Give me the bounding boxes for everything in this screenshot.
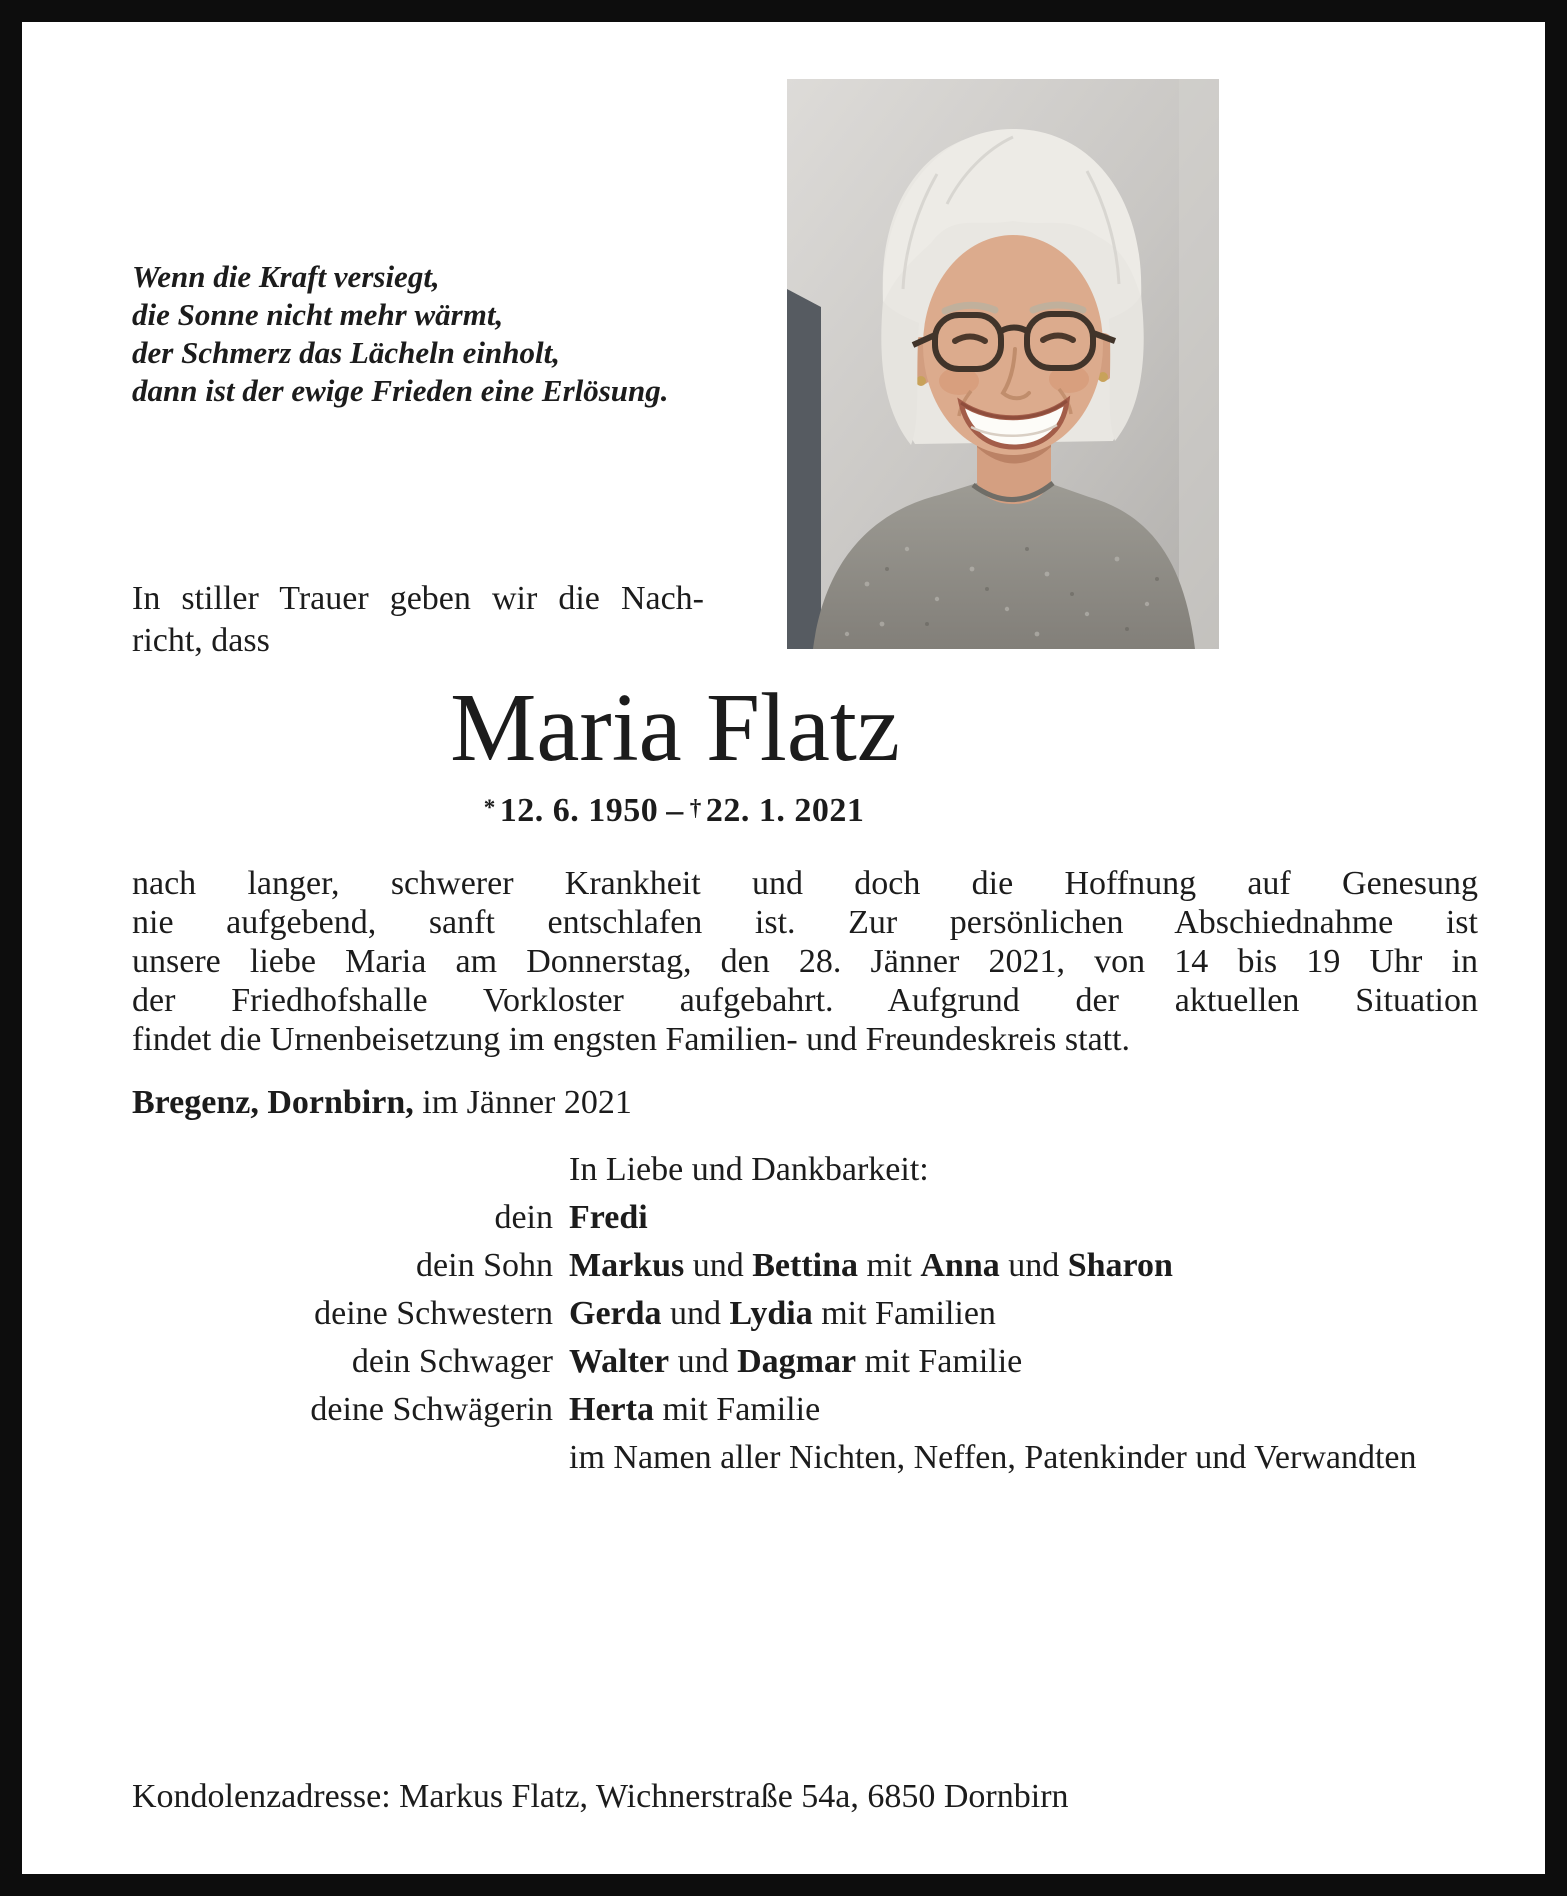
family-relation-label: dein Schwager (351, 1343, 553, 1380)
announcement-line: unsere liebe Maria am Donnerstag, den 28. Jänner 2021, von 14 bis 19 Uhr in (132, 943, 1478, 980)
family-relation-label: dein Sohn (416, 1247, 553, 1284)
poem-line: der Schmerz das Lächeln einholt, (132, 335, 561, 370)
family-relation-label: deine Schwestern (314, 1295, 553, 1332)
life-dates (132, 792, 1218, 830)
announcement-line: nach langer, schwerer Krankheit und doch die Hoffnung auf Genesung (132, 865, 1478, 902)
family-row (132, 1194, 1478, 1242)
family-row (132, 1290, 1478, 1338)
portrait-photo-graphic (787, 79, 1219, 649)
family-row (132, 1242, 1478, 1290)
poem-line: dann ist der ewige Frieden eine Erlösung. (132, 373, 669, 408)
condolence-address: Kondolenzadresse: Markus Flatz, Wichnerstraße 54a, 6850 Dornbirn (132, 1778, 1069, 1815)
announcement-line: findet die Urnenbeisetzung im engsten Familien- und Freundeskreis statt. (132, 1021, 1131, 1058)
family-names: Markus und Bettina mit Anna und Sharon (569, 1247, 1173, 1284)
family-section (132, 1146, 1478, 1482)
poem-line: die Sonne nicht mehr wärmt, (132, 297, 504, 332)
family-relation-label: dein (494, 1199, 553, 1236)
family-names: Walter und Dagmar mit Familie (569, 1343, 1023, 1380)
name-block (132, 672, 1218, 830)
intro-text (132, 578, 704, 662)
family-row (132, 1434, 1478, 1482)
announcement-paragraph (132, 864, 1478, 1059)
death-symbol: † (689, 794, 702, 821)
poem (132, 258, 669, 410)
death-date: 22. 1. 2021 (705, 792, 865, 829)
family-names: Fredi (569, 1199, 648, 1236)
portrait-photo (787, 79, 1219, 649)
family-list (132, 1194, 1478, 1482)
family-row (132, 1386, 1478, 1434)
family-names: Herta mit Familie (569, 1391, 821, 1428)
birth-symbol: * (483, 794, 496, 821)
place-date-line (132, 1084, 632, 1122)
family-names: Gerda und Lydia mit Familien (569, 1295, 996, 1332)
family-relation-label: deine Schwägerin (310, 1391, 553, 1428)
family-relation-label (132, 1434, 553, 1482)
intro-line-1: In stiller Trauer geben wir die Nach- (132, 580, 704, 617)
place-names: Bregenz, Dornbirn, (132, 1084, 414, 1121)
family-row (132, 1338, 1478, 1386)
place-date: im Jänner 2021 (413, 1084, 632, 1121)
family-names: im Namen aller Nichten, Neffen, Patenkinder und Verwandten (569, 1439, 1417, 1476)
gratitude-heading: In Liebe und Dankbarkeit: (569, 1151, 929, 1188)
dates-separator: – (666, 792, 684, 829)
intro-line-2: richt, dass (132, 622, 270, 659)
deceased-name: Maria Flatz (450, 674, 900, 781)
poem-line: Wenn die Kraft versiegt, (132, 259, 440, 294)
announcement-line: nie aufgebend, sanft entschlafen ist. Zur persönlichen Abschiednahme ist (132, 904, 1478, 941)
birth-date: 12. 6. 1950 (499, 792, 659, 829)
announcement-line: der Friedhofshalle Vorkloster aufgebahrt. Aufgrund der aktuellen Situation (132, 982, 1478, 1019)
